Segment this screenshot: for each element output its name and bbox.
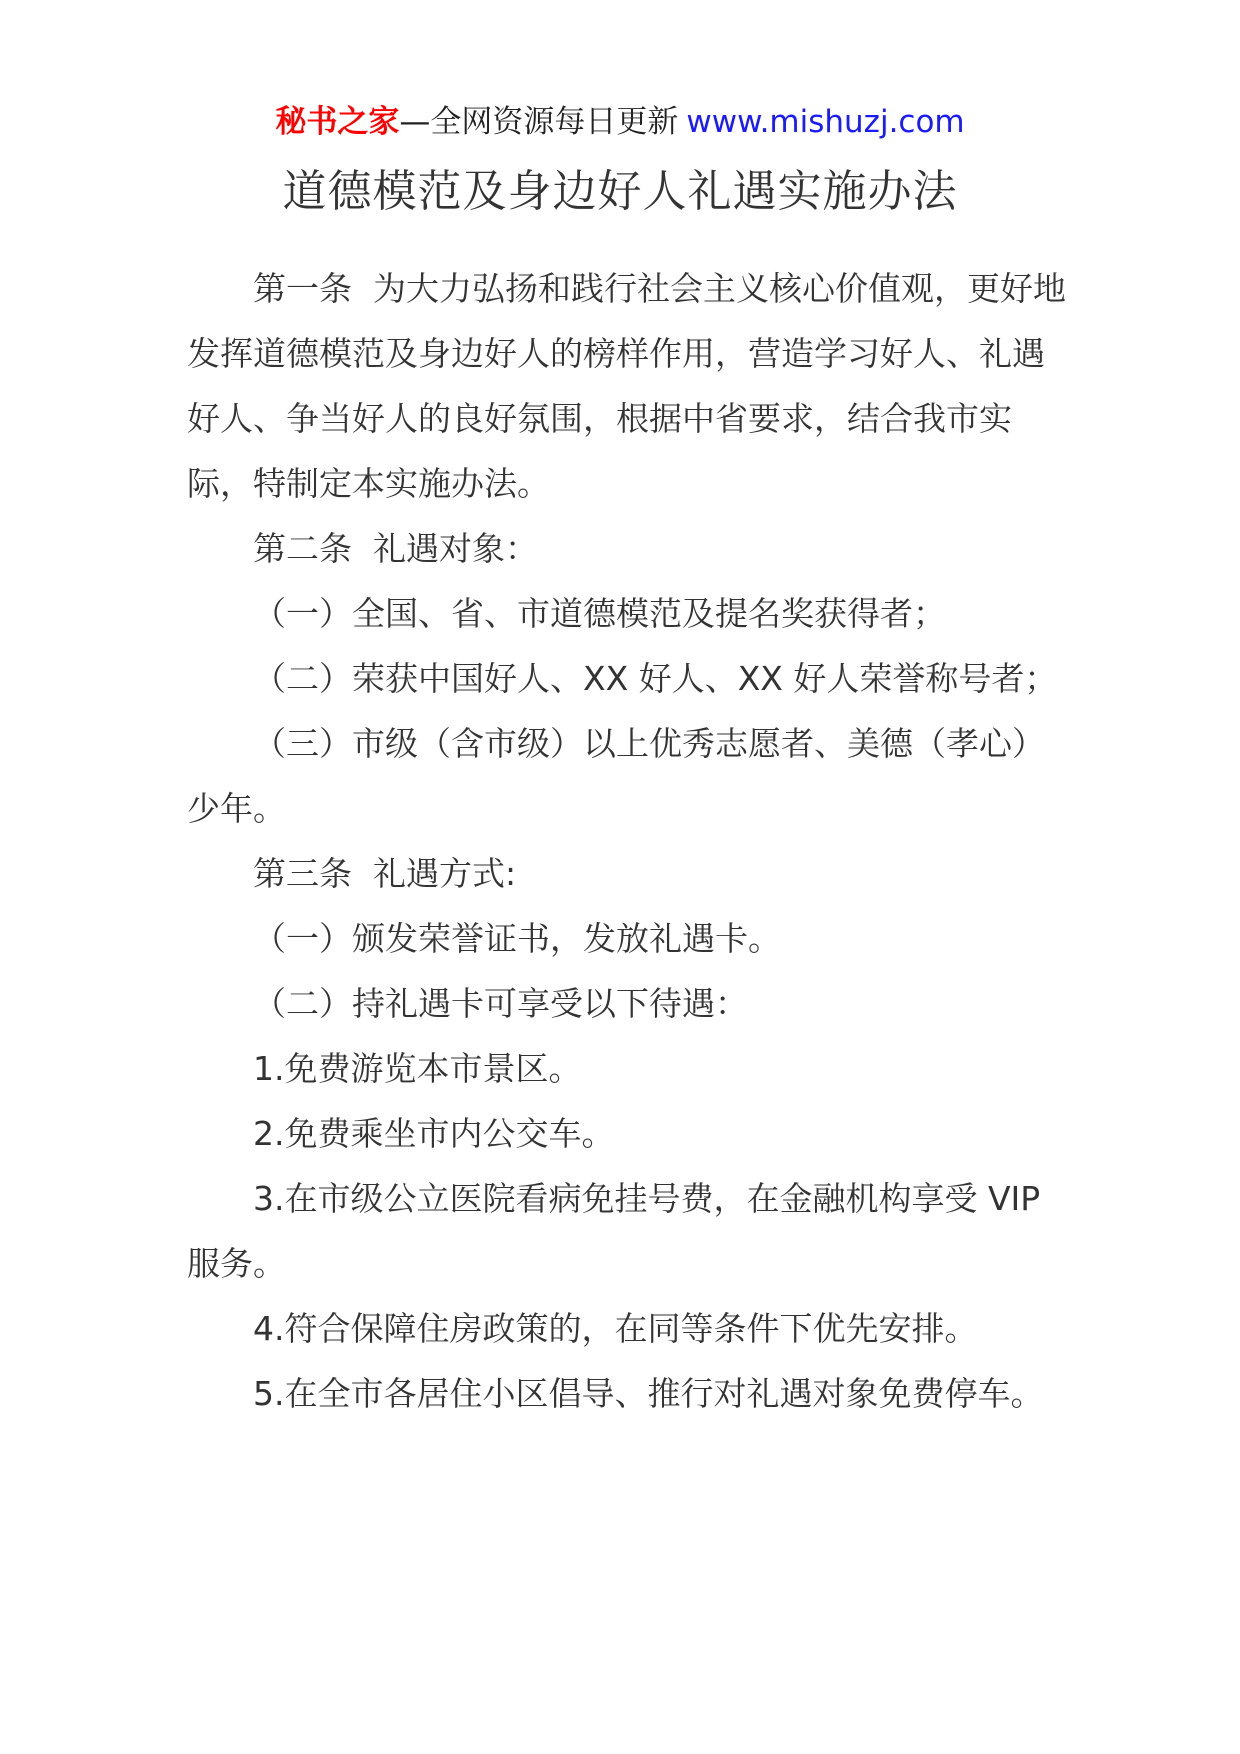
paragraph-article-2: 第二条 礼遇对象： bbox=[253, 529, 538, 568]
paragraph-article-3: 第三条 礼遇方式: bbox=[253, 854, 517, 893]
document-body bbox=[187, 256, 1067, 1426]
paragraph-benefit: 2.免费乘坐市内公交车。 bbox=[253, 1114, 615, 1153]
paragraph-item: （二）持礼遇卡可享受以下待遇： bbox=[253, 984, 748, 1023]
document-title: 道德模范及身边好人礼遇实施办法 bbox=[282, 166, 958, 217]
paragraph-item: （一）颁发荣誉证书，发放礼遇卡。 bbox=[253, 919, 781, 958]
brand-name: 秘书之家 bbox=[275, 104, 400, 140]
paragraph-benefit: 1.免费游览本市景区。 bbox=[253, 1049, 582, 1088]
paragraph-benefit: 3.在市级公立医院看病免挂号费，在金融机构享受 VIP 服务。 bbox=[187, 1179, 1041, 1283]
paragraph-article-1: 第一条 为大力弘扬和践行社会主义核心价值观，更好地发挥道德模范及身边好人的榜样作用，营造学习好人、礼遇好人、争当好人的良好氛围，根据中省要求，结合我市实际，特制定本实施办法。 bbox=[187, 269, 1066, 503]
site-url-link[interactable]: www.mishuzj.com bbox=[686, 104, 965, 140]
paragraph-item: （二）荣获中国好人、XX 好人、XX 好人荣誉称号者； bbox=[253, 659, 1058, 698]
paragraph-item: （一）全国、省、市道德模范及提名奖获得者； bbox=[253, 594, 946, 633]
header-tagline: —全网资源每日更新 bbox=[399, 104, 679, 140]
paragraph-benefit: 4.符合保障住房政策的，在同等条件下优先安排。 bbox=[253, 1309, 978, 1348]
paragraph-benefit: 5.在全市各居住小区倡导、推行对礼遇对象免费停车。 bbox=[253, 1374, 1044, 1413]
site-header bbox=[0, 100, 1240, 144]
paragraph-item: （三）市级（含市级）以上优秀志愿者、美德（孝心）少年。 bbox=[187, 724, 1045, 828]
